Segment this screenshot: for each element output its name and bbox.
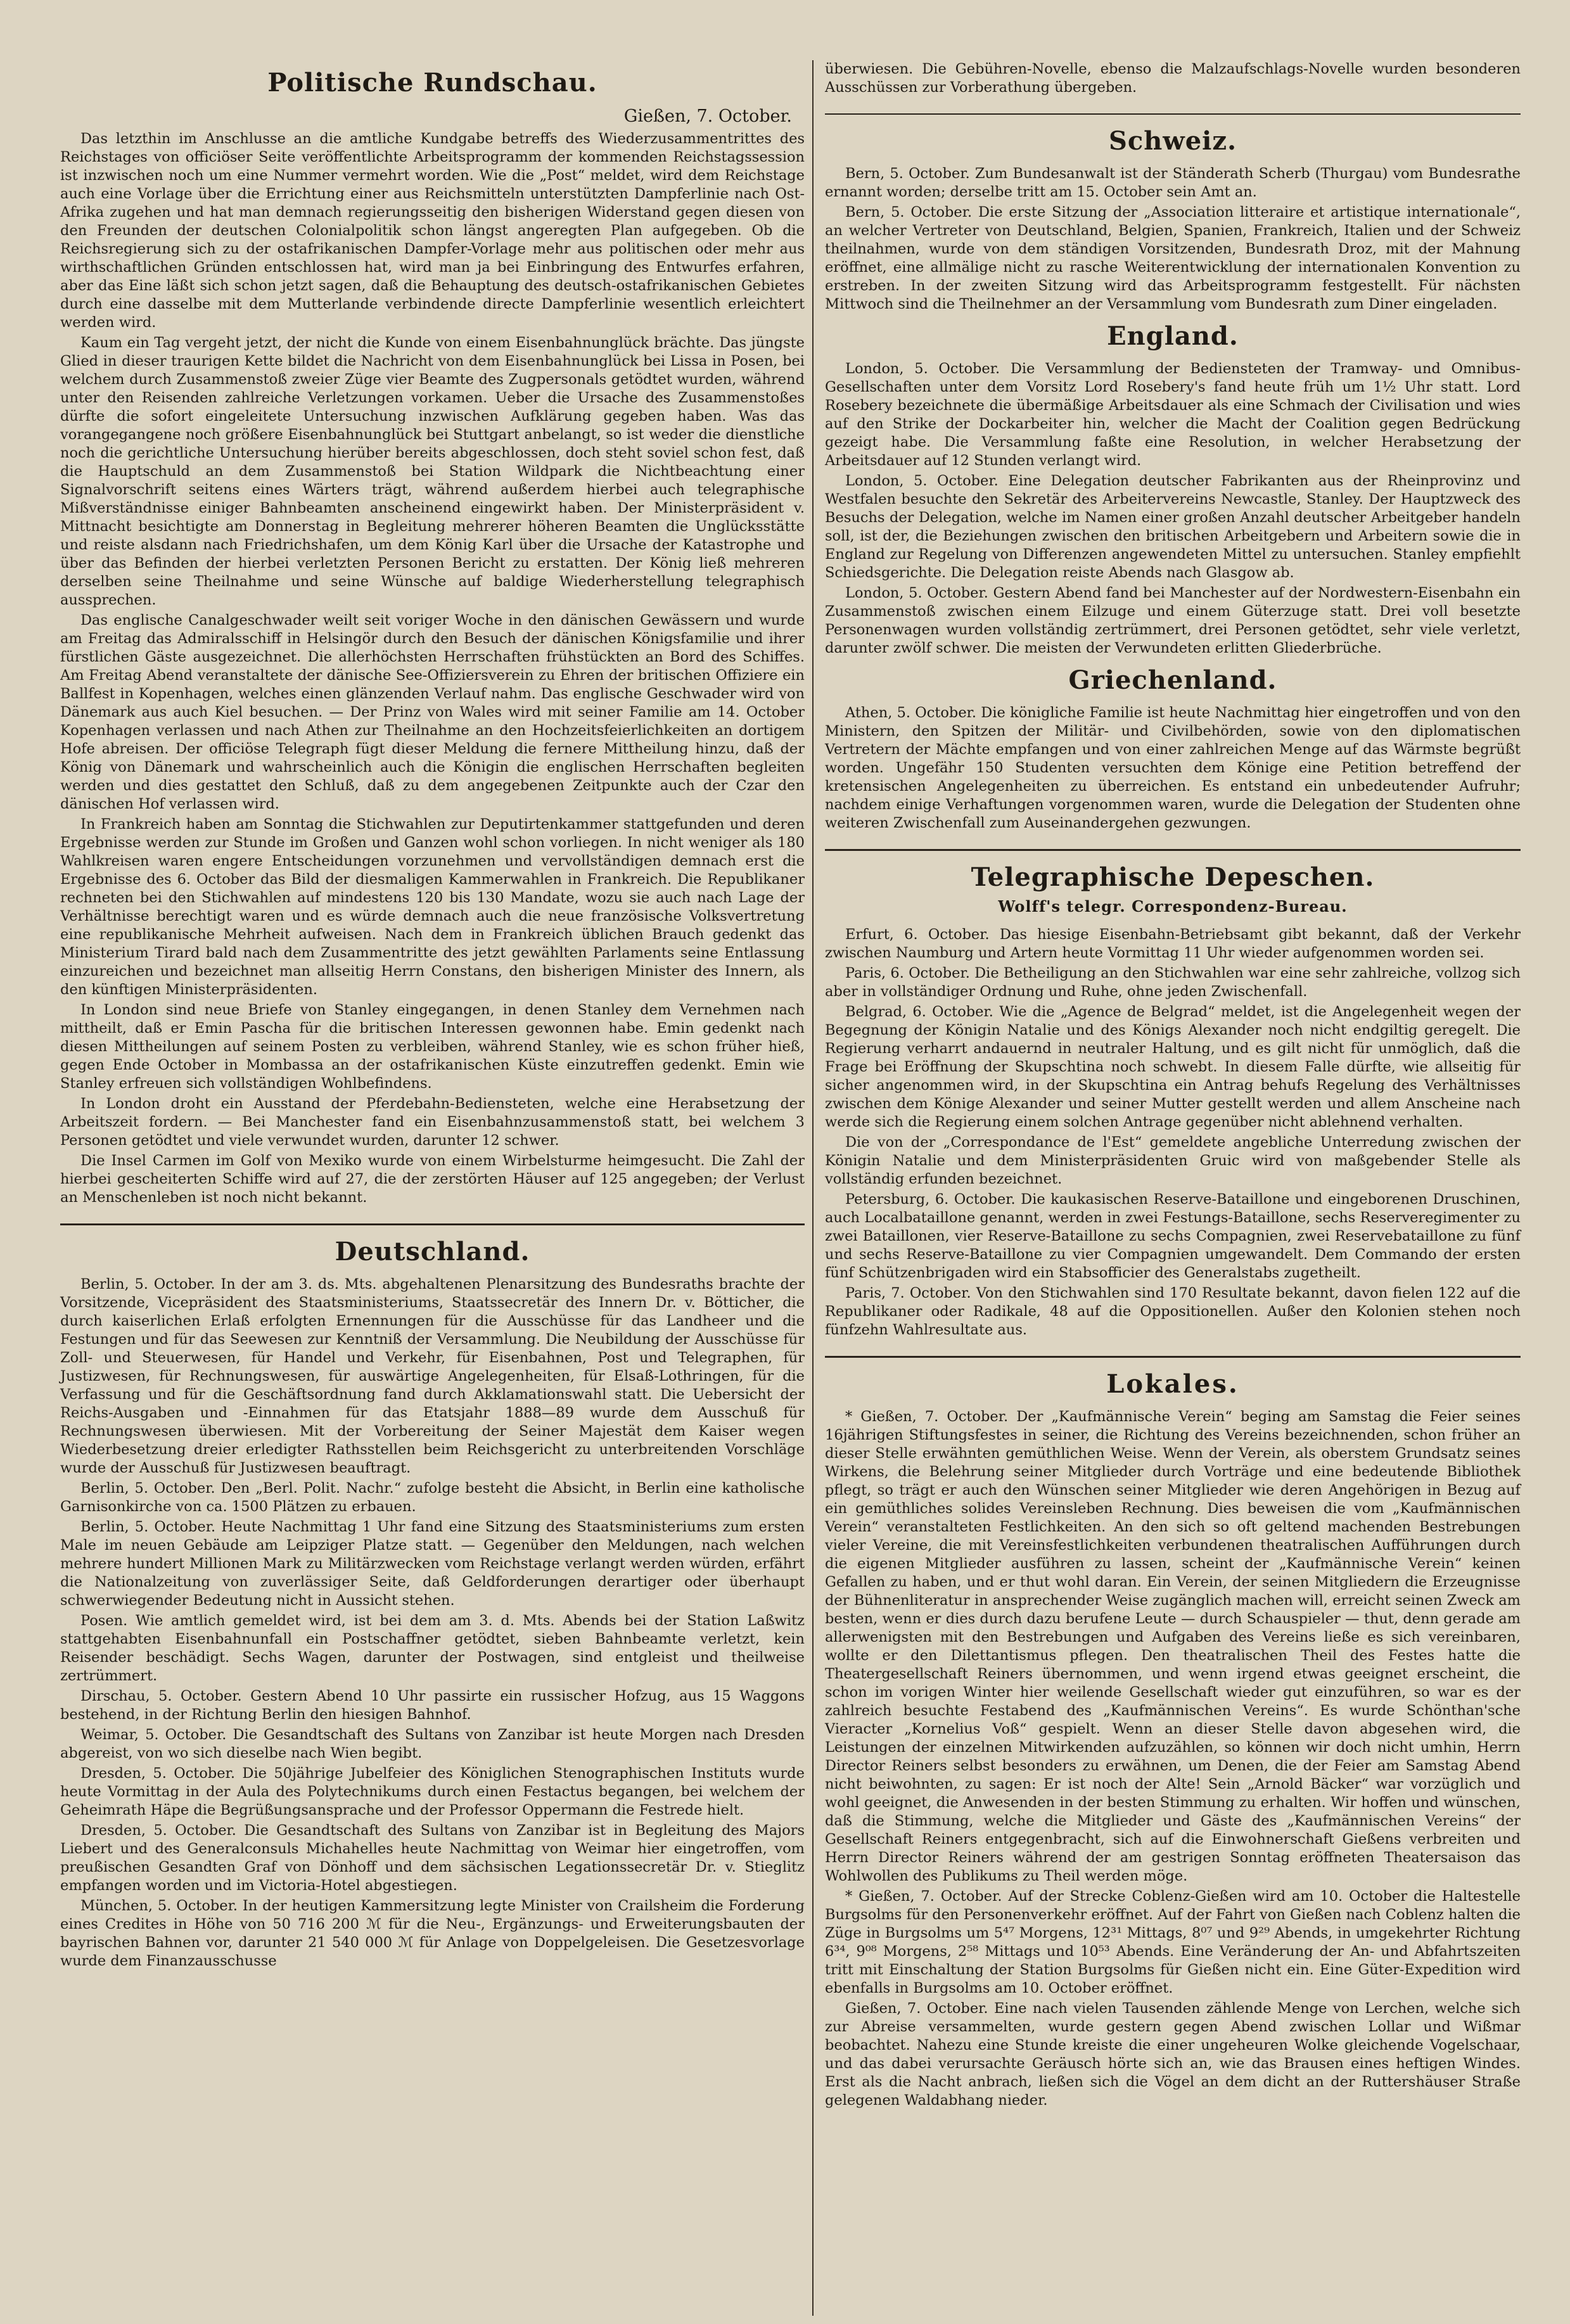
article-paragraph: In Frankreich haben am Sonntag die Stichwahlen zur Deputirtenkammer stattgefunden und deren Ergebnisse werden zur Stunde im Großen und Ganzen wohl schon vorliegen. In nicht weniger als 180 Wahlkreisen waren engere Entscheidungen vorzunehmen und vervollständigen demnach erst die Ergebnisse des 6. October das Bild der diesmaligen Kammerwahlen in Frankreich. Die Republikaner rechneten bei den Stichwahlen auf mindestens 120 bis 130 Mandate, wozu sie auch nach Lage der Verhältnisse berechtigt waren und es würde demnach auch die neue französische Volksvertretung eine republikanische Mehrheit aufweisen. Nach dem in Frankreich üblichen Brauch gedenkt das Ministerium Tirard bald nach dem Zusammentritte des jetzt gewählten Parlaments seine Entlassung einzureichen und bezeichnet man allseitig Herrn Constans, den bisherigen Minister des Innern, als den künftigen Ministerpräsidenten.: [60, 816, 805, 998]
section-title-schweiz: Schweiz.: [1108, 126, 1237, 156]
news-item: Berlin, 5. October. Heute Nachmittag 1 Uhr fand eine Sitzung des Staatsministeriums zum ersten Male im neuen Gebäude am Leipziger Platze statt. — Gegenüber den Meldungen, nach welchen mehrere hundert Millionen Mark zu Militärzwecken vom Reichstage verlangt werden würden, erfährt die Nationalzeitung von zuverlässiger Seite, daß Geldforderungen derartiger oder überhaupt schwerwiegender Bedeutung nicht in Aussicht stehen.: [60, 1519, 805, 1609]
article-paragraph: In London sind neue Briefe von Stanley eingegangen, in denen Stanley dem Vernehmen nach mittheilt, daß er Emin Pascha für die britischen Interessen gewonnen habe. Emin gedenkt nach diesen Mittheilungen auf seinem Posten zu verbleiben, während Stanley, wie es schon früher hieß, gegen Ende October in Mombassa an der ostafrikanischen Küste einzutreffen gedenkt. Emin wie Stanley erfreuen sich vollständigen Wohlbefindens.: [60, 1002, 805, 1092]
section-title-politik: Politische Rundschau.: [267, 68, 597, 98]
news-item: Petersburg, 6. October. Die kaukasischen Reserve-Bataillone und eingeborenen Druschinen, auch Localbataillone genannt, werden in zwei Festungs-Bataillone, sechs Reserveregimenter zu zwei Bataillonen, vier Reserve-Bataillone zu sechs Compagnien, zwei Reservebataillone zu fünf und sechs Reserve-Bataillone zu vier Compagnien umgewandelt. Dem Commando der ersten fünf Schützenbrigaden wird ein Stabsofficier des Generalstabs zugetheilt.: [825, 1191, 1521, 1281]
article-paragraph: Die Insel Carmen im Golf von Mexiko wurde von einem Wirbelsturme heimgesucht. Die Zahl der hierbei gescheiterten Schiffe wird auf 27, die der zerstörten Häuser auf 125 angegeben; der Verlust an Menschenleben ist noch nicht bekannt.: [60, 1152, 805, 1206]
section-divider: [60, 1223, 805, 1225]
dateline: Gießen, 7. October.: [623, 106, 792, 126]
news-item: London, 5. October. Eine Delegation deutscher Fabrikanten aus der Rheinprovinz und Westfalen besuchte den Sekretär des Arbeitervereins Newcastle, Stanley. Der Hauptzweck des Besuchs der Delegation, welche im Namen einer großen Anzahl deutscher Arbeitgeber handeln soll, ist der, die Beziehungen zwischen den britischen Arbeitgebern und Arbeitern sowie die in England zur Regelung von Differenzen angewendeten Mittel zu untersuchen. Stanley empfiehlt Schiedsgerichte. Die Delegation reiste Abends nach Glasgow ab.: [825, 473, 1521, 581]
section-subtitle-telegraph: Wolff's telegr. Correspondenz-Bureau.: [998, 897, 1348, 916]
left-column: [60, 60, 805, 1972]
section-title-lokales: Lokales.: [1106, 1369, 1239, 1399]
news-item: Dirschau, 5. October. Gestern Abend 10 Uhr passirte ein russischer Hofzug, aus 15 Waggons bestehend, in der Richtung Berlin den hiesigen Bahnhof.: [60, 1688, 805, 1723]
section-title-telegraph: Telegraphische Depeschen.: [971, 862, 1375, 892]
news-item: Paris, 6. October. Die Betheiligung an den Stichwahlen war eine sehr zahlreiche, vollzog sich aber in vollständiger Ordnung und Ruhe, ohne jeden Zwischenfall.: [825, 965, 1521, 1000]
news-item: * Gießen, 7. October. Auf der Strecke Coblenz-Gießen wird am 10. October die Haltestelle Burgsolms für den Personenverkehr eröffnet. Auf der Fahrt von Gießen nach Coblenz halten die Züge in Burgsolms um 5⁴⁷ Morgens, 12³¹ Mittags, 8⁰⁷ und 9²⁹ Abends, in umgekehrter Richtung 6³⁴, 9⁰⁸ Morgens, 2⁵⁸ Mittags und 10⁵³ Abends. Eine Veränderung der An- und Abfahrtszeiten tritt mit Einschaltung der Station Burgsolms für Gießen nicht ein. Eine Güter-Expedition wird ebenfalls in Burgsolms am 10. October eröffnet.: [825, 1888, 1521, 1996]
continued-paragraph: überwiesen. Die Gebühren-Novelle, ebenso die Malzaufschlags-Novelle wurden besonderen Ausschüssen zur Vorberathung übergeben.: [825, 61, 1521, 96]
news-item: Bern, 5. October. Zum Bundesanwalt ist der Ständerath Scherb (Thurgau) vom Bundesrathe ernannt worden; derselbe tritt am 15. October sein Amt an.: [825, 165, 1521, 200]
section-title-england: England.: [1107, 321, 1239, 351]
news-item: Dresden, 5. October. Die Gesandtschaft des Sultans von Zanzibar ist in Begleitung des Majors Liebert und des Generalconsuls Michahelles heute Nachmittag von Weimar hier eingetroffen, vom preußischen Gesandten Graf von Dönhoff und dem sächsischen Legationssecretär Dr. v. Stieglitz empfangen worden und im Victoria-Hotel abgestiegen.: [60, 1822, 805, 1894]
article-paragraph: Das letzthin im Anschlusse an die amtliche Kundgabe betreffs des Wiederzusammentrittes des Reichstages von officiöser Seite veröffentlichte Arbeitsprogramm der kommenden Reichstagssession ist inzwischen noch um eine Nummer vermehrt worden. Wie die „Post“ meldet, wird dem Reichstage auch eine Vorlage über die Errichtung einer aus Reichsmitteln unterstützten Dampferlinie nach Ost-Afrika zugehen und hat man demnach regierungsseitig den bisherigen Widerstand gegen diesen von den Freunden der deutschen Colonialpolitik schon längst angeregten Plan aufgegeben. Ob die Reichsregierung sich zu der ostafrikanischen Dampfer-Vorlage mehr aus politischen oder mehr aus wirthschaftlichen Gründen entschlossen hat, wird man ja bei Einbringung des Entwurfes erfahren, aber das Eine läßt sich schon jetzt sagen, daß die Behauptung des deutsch-ostafrikanischen Gebietes durch eine dasselbe mit dem Mutterlande verbindende directe Dampferlinie wesentlich erleichtert werden wird.: [60, 131, 805, 331]
news-item: Erfurt, 6. October. Das hiesige Eisenbahn-Betriebsamt gibt bekannt, daß der Verkehr zwischen Naumburg und Artern heute Vormittag 11 Uhr wieder aufgenommen worden sei.: [825, 926, 1521, 961]
news-item: München, 5. October. In der heutigen Kammersitzung legte Minister von Crailsheim die Forderung eines Credites in Höhe von 50 716 200 ℳ für die Neu-, Ergänzungs- und Erweiterungsbauten der bayrischen Bahnen vor, darunter 21 540 000 ℳ für Anlage von Doppelgeleisen. Die Gesetzesvorlage wurde dem Finanzausschusse: [60, 1898, 805, 1969]
news-item: London, 5. October. Gestern Abend fand bei Manchester auf der Nordwestern-Eisenbahn ein Zusammenstoß zwischen einem Eilzuge und einem Güterzuge statt. Drei voll besetzte Personenwagen wurden vollständig zertrümmert, drei Personen getödtet, sehr viele verletzt, darunter zwölf schwer. Die meisten der Verwundeten erlitten Gliederbrüche.: [825, 585, 1521, 656]
news-item: Paris, 7. October. Von den Stichwahlen sind 170 Resultate bekannt, davon fielen 122 auf die Republikaner oder Radikale, 48 auf die Oppositionellen. Außer den Kolonien stehen noch fünfzehn Wahlresultate aus.: [825, 1285, 1521, 1338]
news-item: Weimar, 5. October. Die Gesandtschaft des Sultans von Zanzibar ist heute Morgen nach Dresden abgereist, von wo sich dieselbe nach Wien begibt.: [60, 1727, 805, 1761]
news-item: Dresden, 5. October. Die 50jährige Jubelfeier des Königlichen Stenographischen Instituts wurde heute Vormittag in der Aula des Polytechnikums durch einen Festactus begangen, bei welchem der Geheimrath Häpe die Begrüßungsansprache und der Professor Oppermann die Festrede hielt.: [60, 1765, 805, 1818]
column-divider: [812, 60, 814, 2316]
article-paragraph: Kaum ein Tag vergeht jetzt, der nicht die Kunde von einem Eisenbahnunglück brächte. Das jüngste Glied in dieser traurigen Kette bildet die Nachricht von dem Eisenbahnunglück bei Lissa in Posen, bei welchem durch Zusammenstoß zweier Züge vier Beamte des Zugpersonals getödtet wurden, während unter den Reisenden zahlreiche Verletzungen vorkamen. Ueber die Ursache des Zusammenstoßes dürfte die sofort eingeleitete Untersuchung inzwischen Aufklärung gegeben haben. Was das vorangegangene noch größere Eisenbahnunglück bei Stuttgart anbelangt, so ist weder die dienstliche noch die gerichtliche Untersuchung hierüber bereits abgeschlossen, doch steht soviel schon fest, daß die Hauptschuld an dem Zusammenstoß bei Station Wildpark die Nichtbeachtung einer Signalvorschrift seitens eines Wärters trägt, während außerdem hierbei auch telegraphische Mißverständnisse einiger Bahnbeamten anscheinend eingewirkt haben. Der Ministerpräsident v. Mittnacht besichtigte am Donnerstag in Begleitung mehrerer höheren Beamten die Unglücksstätte und reiste alsdann nach Friedrichshafen, um dem König Karl über die Ursache der Katastrophe und über das Befinden der hierbei verletzten Personen Bericht zu erstatten. Der König ließ mehreren derselben seine Theilnahme und seine Wünsche auf baldige Wiederherstellung telegraphisch aussprechen.: [60, 335, 805, 608]
news-item: Bern, 5. October. Die erste Sitzung der „Association litteraire et artistique internationale“, an welcher Vertreter von Deutschland, Belgien, Spanien, Frankreich, Italien und der Schweiz theilnahmen, wurde von dem ständigen Vorsitzenden, Bundesrath Droz, mit der Mahnung eröffnet, eine allmälige nicht zu rasche Weiterentwicklung der internationalen Konvention zu erstreben. In der zweiten Sitzung wird das Arbeitsprogramm festgestellt. Für nächsten Mittwoch sind die Theilnehmer an der Versammlung vom Bundesrath zum Diner eingeladen.: [825, 204, 1521, 312]
news-item: London, 5. October. Die Versammlung der Bediensteten der Tramway- und Omnibus-Gesellschaften unter dem Vorsitz Lord Rosebery's fand heute früh um 1½ Uhr statt. Lord Rosebery bezeichnete die übermäßige Arbeitsdauer als eine Schmach der Civilisation und wies auf den Strike der Dockarbeiter hin, welcher die Macht der Coalition gegen Bedrückung gezeigt habe. Die Versammlung faßte eine Resolution, in welcher Herabsetzung der Arbeitsdauer auf 12 Stunden verlangt wird.: [825, 361, 1521, 469]
news-item: Berlin, 5. October. Den „Berl. Polit. Nachr.“ zufolge besteht die Absicht, in Berlin eine katholische Garnisonkirche von ca. 1500 Plätzen zu erbauen.: [60, 1480, 805, 1515]
section-divider: [825, 113, 1521, 115]
news-item: Die von der „Correspondance de l'Est“ gemeldete angebliche Unterredung zwischen der Königin Natalie und dem Ministerpräsidenten Gruic wird von maßgebender Stelle als vollständig erfunden bezeichnet.: [825, 1134, 1521, 1187]
news-item: Athen, 5. October. Die königliche Familie ist heute Nachmittag hier eingetroffen und von den Ministern, den Spitzen der Militär- und Civilbehörden, sowie von den diplomatischen Vertretern der Mächte empfangen und von einer zahlreichen Menge auf das Wärmste begrüßt worden. Ungefähr 150 Studenten versuchten dem Könige eine Petition betreffend der kretensischen Angelegenheiten zu überreichen. Es entstand ein unbedeutender Aufruhr; nachdem einige Verhaftungen vorgenommen waren, wurde die Delegation der Studenten ohne weiteren Zwischenfall zum Auseinandergehen gezwungen.: [825, 705, 1521, 831]
news-item: Berlin, 5. October. In der am 3. ds. Mts. abgehaltenen Plenarsitzung des Bundesraths brachte der Vorsitzende, Vicepräsident des Staatsministeriums, Staatssecretär des Innern Dr. v. Bötticher, die durch kaiserlichen Erlaß erfolgten Ernennungen für die Ausschüsse für das Landheer und die Festungen und für das Seewesen zur Kenntniß der Versammlung. Die Neubildung der Ausschüsse für Zoll- und Steuerwesen, für Handel und Verkehr, für Eisenbahnen, Post und Telegraphen, für Justizwesen, für Rechnungswesen, für auswärtige Angelegenheiten, für Elsaß-Lothringen, für die Verfassung und für die Geschäftsordnung fand durch Akklamationswahl statt. Die Uebersicht der Reichs-Ausgaben und -Einnahmen für das Etatsjahr 1888—89 wurde dem Ausschuß für Rechnungswesen überwiesen. Mit der Vorbereitung der Seiner Majestät dem Kaiser wegen Wiederbesetzung dreier erledigter Rathsstellen beim Reichsgericht zu unterbreitenden Vorschläge wurde der Ausschuß für Justizwesen beauftragt.: [60, 1276, 805, 1476]
news-item: * Gießen, 7. October. Der „Kaufmännische Verein“ beging am Samstag die Feier seines 16jährigen Stiftungsfestes in seiner, die Richtung des Vereins bezeichnenden, schon früher an dieser Stelle erwähnten gemüthlichen Weise. Wenn der Verein, als oberstem Grundsatz seines Wirkens, die Belehrung seiner Mitglieder durch Vorträge und eine bedeutende Bibliothek pflegt, so trägt er auch den Wünschen seiner Mitglieder wie deren Angehörigen in Bezug auf ein gemüthliches solides Vereinsleben Rechnung. Dies beweisen die vom „Kaufmännischen Verein“ veranstalteten Festlichkeiten. An den sich so oft geltend machenden Bestrebungen vieler Vereine, die mit Vereinsfestlichkeiten verbundenen theatralischen Aufführungen durch die eigenen Mitglieder ausführen zu lassen, scheint der „Kaufmännische Verein“ keinen Gefallen zu haben, und er thut wohl daran. Ein Verein, der seinen Mitgliedern die Erzeugnisse der Bühnenliteratur in ansprechender Weise zugänglich machen will, erreicht seinen Zweck am besten, wenn er dies durch dazu berufene Leute — durch Schauspieler — thut, denn gerade am allerwenigsten mit den Bestrebungen und Aufgaben des Vereins ließe es sich vereinbaren, wollte er den Dilettantismus pflegen. Den theatralischen Theil des Festes hatte die Theatergesellschaft Reiners übernommen, und wenn irgend etwas geeignet erscheint, die schon im vorigen Winter hier weilende Gesellschaft wieder gut einzuführen, so war es der zahlreich besuchte Festabend des „Kaufmännischen Vereins“. Es wurde Schönthan'sche Vieracter „Kornelius Voß“ gespielt. Wenn an dieser Stelle davon abgesehen wird, die Leistungen der einzelnen Mitwirkenden aufzuzählen, so können wir doch nicht umhin, Herrn Director Reiners selbst besonders zu erwähnen, um Denen, die der Feier am Samstag Abend nicht beiwohnten, zu sagen: Er ist noch der Alte! Sein „Arnold Bäcker“ war vorzüglich und wohl geeignet, die Anwesenden in der besten Stimmung zu erhalten. Wir hoffen und wünschen, daß die Stimmung, welche die Mitglieder und Gäste des „Kaufmännischen Vereins“ der Gesellschaft Reiners entgegenbracht, sich auf die Einwohnerschaft Gießens verbreiten und Herrn Director Reiners während der am gestrigen Sonntag eröffneten Theatersaison das Wohlwollen des Publikums zu Theil werden möge.: [825, 1408, 1521, 1884]
section-title-griechenland: Griechenland.: [1068, 665, 1277, 695]
news-item: Gießen, 7. October. Eine nach vielen Tausenden zählende Menge von Lerchen, welche sich zur Abreise versammelten, wurde gestern gegen Abend zwischen Lollar und Wißmar beobachtet. Nahezu eine Stunde kreiste die einer ungeheuren Wolke gleichende Vogelschaar, und das dabei verursachte Geräusch hörte sich an, wie das Brausen eines heftigen Windes. Erst als die Nacht anbrach, ließen sich die Vögel an dem dicht an der Ruttershäuser Straße gelegenen Waldabhang nieder.: [825, 2000, 1521, 2109]
article-paragraph: Das englische Canalgeschwader weilt seit voriger Woche in den dänischen Gewässern und wurde am Freitag das Admiralsschiff in Helsingör durch den Besuch der dänischen Königsfamilie und ihrer fürstlichen Gäste ausgezeichnet. Die allerhöchsten Herrschaften frühstückten an Bord des Schiffes. Am Freitag Abend veranstaltete der dänische See-Offiziersverein zu Ehren der britischen Offiziere ein Ballfest in Kopenhagen, welches einen glänzenden Verlauf nahm. Das englische Geschwader wird von Dänemark aus auch Kiel besuchen. — Der Prinz von Wales wird mit seiner Familie am 14. October Kopenhagen verlassen und nach Athen zur Theilnahme an den Hochzeitsfeierlichkeiten an dortigem Hofe abreisen. Der officiöse Telegraph fügt dieser Meldung die fernere Mittheilung hinzu, daß der König von Dänemark und wahrscheinlich auch die Königin die englischen Herrschaften begleiten werden und dies gestattet den Schluß, daß zu dem angegebenen Zeitpunkte auch der Czar den dänischen Hof verlassen wird.: [60, 612, 805, 812]
section-title-deutschland: Deutschland.: [335, 1237, 530, 1267]
right-column: [825, 60, 1521, 2112]
news-item: Belgrad, 6. October. Wie die „Agence de Belgrad“ meldet, ist die Angelegenheit wegen der Begegnung der Königin Natalie und des Königs Alexander noch nicht endgiltig geregelt. Die Regierung verharrt andauernd in neutraler Haltung, und es gilt nicht für unmöglich, daß die Frage bei Eröffnung der Skupschtina noch schwebt. In diesem Falle dürfte, wie allseitig für sicher angenommen wird, in der Skupschtina ein Antrag behufs Regelung des Verhältnisses zwischen dem Könige Alexander und seiner Mutter gestellt werden und allem Anscheine nach werde sich die Regierung einem solchen Antrage gegenüber nicht ablehnend verhalten.: [825, 1004, 1521, 1130]
section-divider: [825, 1356, 1521, 1358]
news-item: Posen. Wie amtlich gemeldet wird, ist bei dem am 3. d. Mts. Abends bei der Station Laßwitz stattgehabten Eisenbahnunfall ein Postschaffner getödtet, sieben Bahnbeamte verletzt, kein Reisender beschädigt. Sechs Wagen, darunter der Postwagen, sind entgleist und theilweise zertrümmert.: [60, 1612, 805, 1684]
section-divider: [825, 849, 1521, 851]
article-paragraph: In London droht ein Ausstand der Pferdebahn-Bediensteten, welche eine Herabsetzung der Arbeitszeit fordern. — Bei Manchester fand ein Eisenbahnzusammenstoß statt, bei welchem 3 Personen getödtet und viele verwundet wurden, darunter 12 schwer.: [60, 1095, 805, 1149]
